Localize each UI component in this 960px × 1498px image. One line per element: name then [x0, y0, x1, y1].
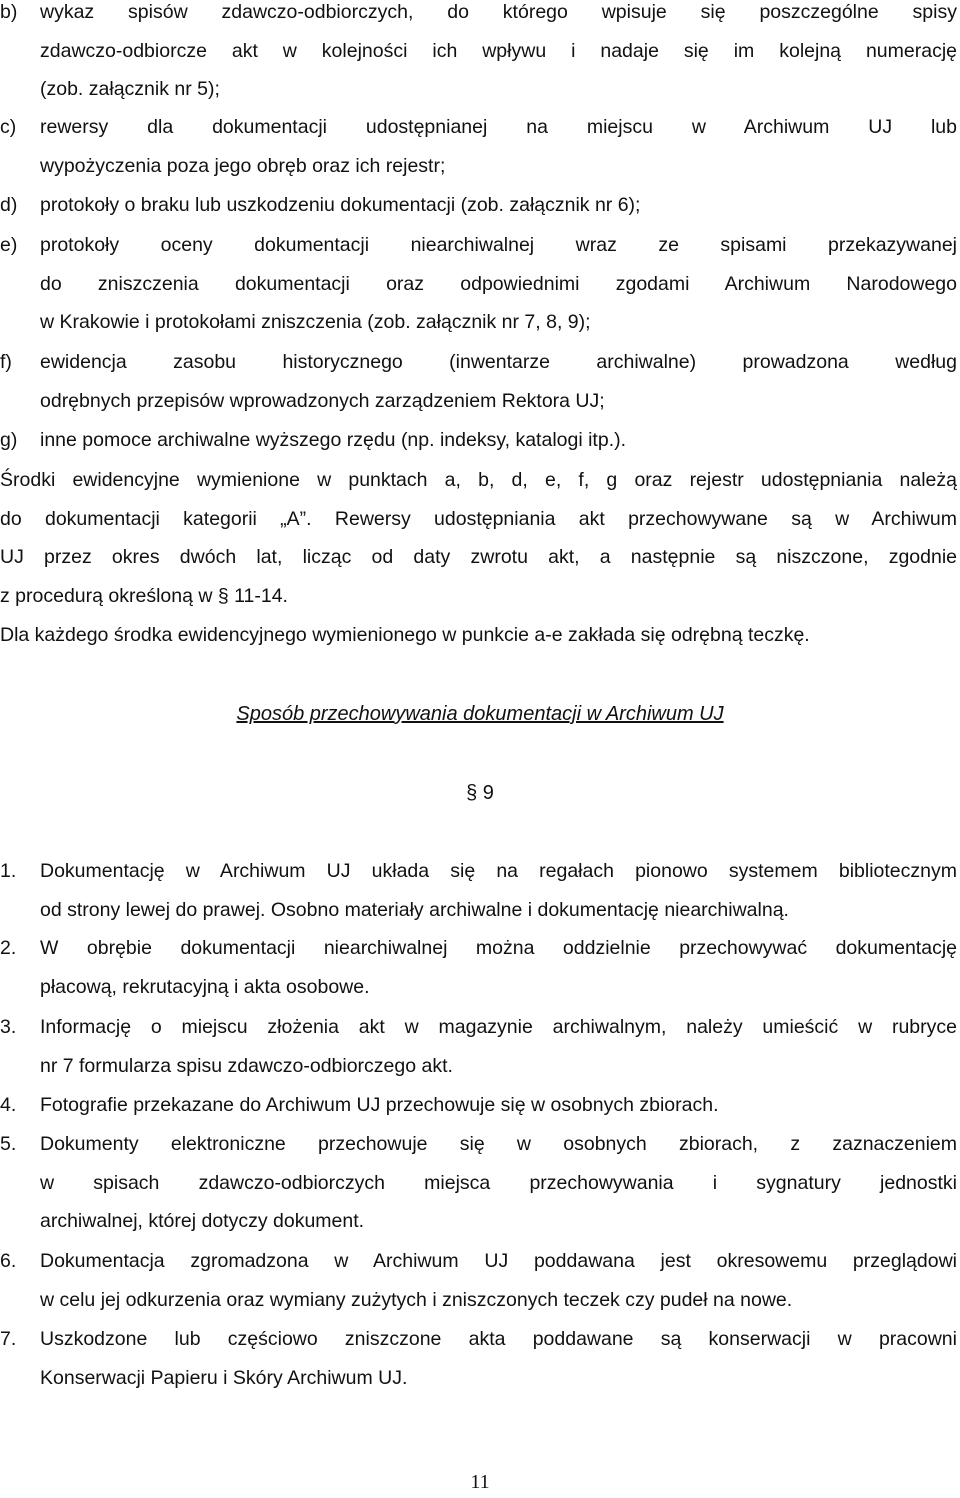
list-item-text	[40, 1242, 957, 1319]
list-item-text	[40, 1086, 957, 1125]
text-line: UJ przez okres dwóch lat, licząc od daty zwrotu akt, a następnie są niszczone, zgodnie	[0, 546, 957, 568]
text-line: nr 7 formularza spisu zdawczo-odbiorczego akt.	[40, 1054, 453, 1077]
list-marker: 6.	[0, 1250, 17, 1272]
list-item-b	[0, 0, 957, 109]
text-line: z procedurą określoną w § 11-14.	[0, 584, 288, 607]
text-line: archiwalnej, której dotyczy dokument.	[40, 1210, 365, 1232]
text-line: wypożyczenia poza jego obręb oraz ich rejestr;	[40, 154, 446, 177]
list-item-text	[40, 343, 957, 420]
paragraph-evidence	[0, 461, 957, 615]
list-item-text	[40, 929, 957, 1006]
text-line: odrębnych przepisów wprowadzonych zarządzeniem Rektora UJ;	[40, 389, 605, 412]
list-marker: d)	[0, 194, 18, 216]
list-marker: 1.	[0, 860, 17, 882]
numbered-item-4	[0, 1086, 957, 1125]
numbered-item-2	[0, 929, 957, 1006]
text-line: w Krakowie i protokołami zniszczenia (zob. załącznik nr 7, 8, 9);	[40, 311, 591, 333]
numbered-item-5	[0, 1125, 957, 1241]
list-marker: e)	[0, 234, 18, 256]
text-line: Dla każdego środka ewidencyjnego wymienionego w punkcie a-e zakłada się odrębną teczkę.	[0, 624, 810, 646]
list-marker: 3.	[0, 1016, 17, 1038]
list-marker: 7.	[0, 1328, 17, 1350]
list-marker: g)	[0, 429, 18, 451]
text-line: od strony lewej do prawej. Osobno materiały archiwalne i dokumentację niearchiwalną.	[40, 898, 789, 921]
text-line: inne pomoce archiwalne wyższego rzędu (np. indeksy, katalogi itp.).	[40, 429, 627, 451]
list-item-text	[40, 186, 957, 225]
text-line: Uszkodzone lub częściowo zniszczone akta poddawane są konserwacji w pracowni	[40, 1328, 957, 1350]
text-line: Dokumenty elektroniczne przechowuje się w osobnych zbiorach, z zaznaczeniem	[40, 1133, 957, 1155]
list-item-f	[0, 343, 957, 420]
text-line: w spisach zdawczo-odbiorczych miejsca przechowywania i sygnatury jednostki	[40, 1171, 957, 1194]
list-marker: 5.	[0, 1133, 17, 1155]
list-item-text	[40, 1125, 957, 1241]
text-line: ewidencja zasobu historycznego (inwentarze archiwalne) prowadzona według	[40, 351, 957, 373]
text-line: do zniszczenia dokumentacji oraz odpowiednimi zgodami Archiwum Narodowego	[40, 272, 957, 295]
text-line: Dokumentacja zgromadzona w Archiwum UJ poddawana jest okresowemu przeglądowi	[40, 1250, 957, 1272]
list-item-text	[40, 1008, 957, 1085]
numbered-item-6	[0, 1242, 957, 1319]
list-item-text	[40, 852, 957, 929]
text-line: rewersy dla dokumentacji udostępnianej na miejscu w Archiwum UJ lub	[40, 116, 957, 138]
list-item-c	[0, 108, 957, 185]
list-marker: b)	[0, 1, 18, 23]
text-line: Informację o miejscu złożenia akt w magazynie archiwalnym, należy umieścić w rubryce	[40, 1016, 957, 1038]
text-line: W obrębie dokumentacji niearchiwalnej można oddzielnie przechowywać dokumentację	[40, 937, 957, 959]
list-item-text	[40, 0, 957, 109]
numbered-item-3	[0, 1008, 957, 1085]
list-marker: f)	[0, 351, 12, 373]
text-line: do dokumentacji kategorii „A”. Rewersy udostępniania akt przechowywane są w Archiwum	[0, 507, 957, 530]
list-item-text	[40, 108, 957, 185]
list-item-text	[40, 226, 957, 342]
numbered-item-1	[0, 852, 957, 929]
section-heading: Sposób przechowywania dokumentacji w Archiwum UJ	[236, 703, 724, 725]
text-line: płacową, rekrutacyjną i akta osobowe.	[40, 975, 370, 998]
text-line: Dokumentację w Archiwum UJ układa się na regałach pionowo systemem bibliotecznym	[40, 860, 957, 882]
numbered-item-7	[0, 1320, 957, 1397]
list-marker: 2.	[0, 937, 17, 959]
section-number: § 9	[466, 782, 494, 804]
text-line: Fotografie przekazane do Archiwum UJ przechowuje się w osobnych zbiorach.	[40, 1094, 719, 1116]
list-item-text	[40, 421, 957, 460]
text-line: w celu jej odkurzenia oraz wymiany zużytych i zniszczonych teczek czy pudeł na nowe.	[40, 1288, 793, 1311]
list-item-text	[40, 1320, 957, 1397]
paragraph-folders	[0, 616, 957, 655]
text-line: Konserwacji Papieru i Skóry Archiwum UJ.	[40, 1366, 408, 1389]
list-item-d	[0, 186, 957, 225]
text-line: wykaz spisów zdawczo-odbiorczych, do którego wpisuje się poszczególne spisy	[40, 1, 957, 23]
list-marker: 4.	[0, 1094, 17, 1116]
page-number: 11	[470, 1471, 490, 1493]
text-line: protokoły o braku lub uszkodzeniu dokumentacji (zob. załącznik nr 6);	[40, 194, 641, 216]
list-item-e	[0, 226, 957, 342]
list-item-g	[0, 421, 957, 460]
text-line: protokoły oceny dokumentacji niearchiwalnej wraz ze spisami przekazywanej	[40, 234, 957, 256]
text-line: Środki ewidencyjne wymienione w punktach a, b, d, e, f, g oraz rejestr udostępniania należą	[0, 469, 957, 491]
text-line: zdawczo-odbiorcze akt w kolejności ich wpływu i nadaje się im kolejną numerację	[40, 39, 957, 62]
text-line: (zob. załącznik nr 5);	[40, 78, 220, 100]
list-marker: c)	[0, 116, 17, 138]
